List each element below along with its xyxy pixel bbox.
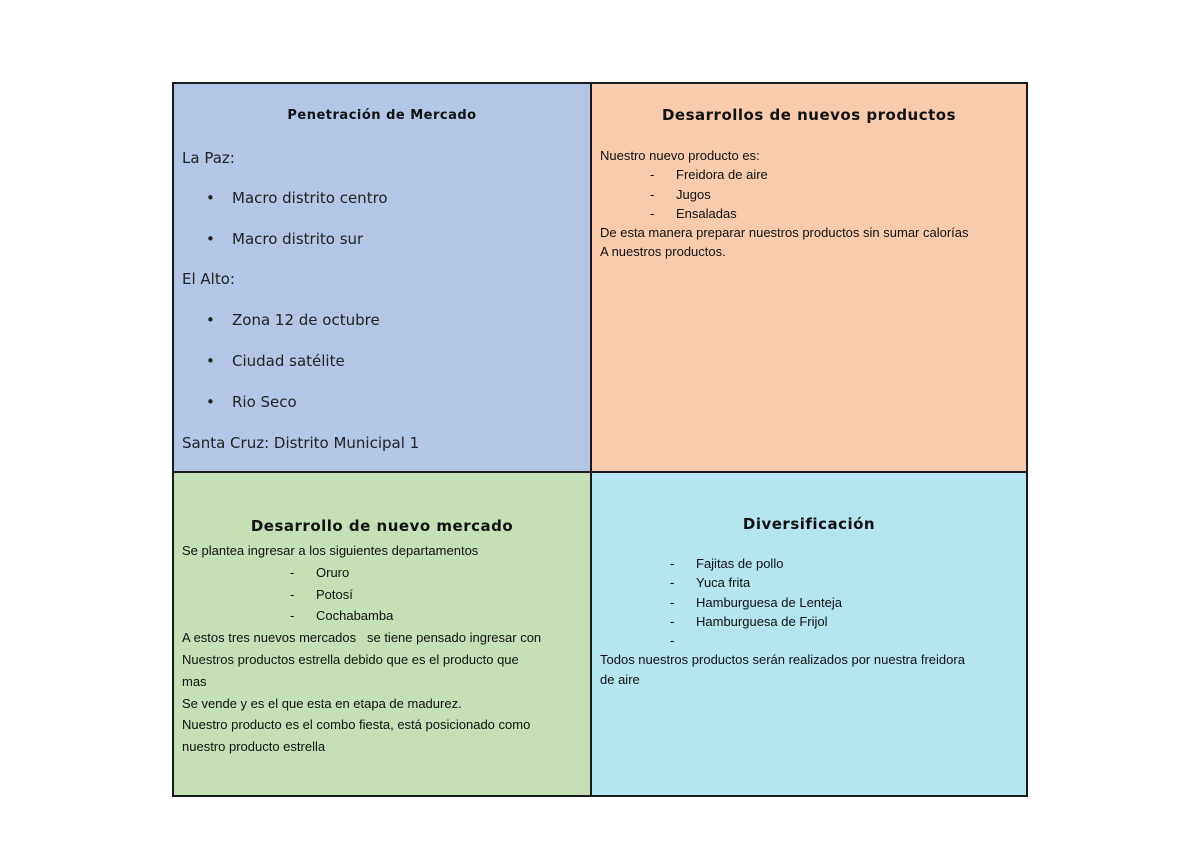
list-item-text: Cochabamba — [316, 608, 394, 624]
paragraph: nuestro producto estrella — [182, 739, 326, 755]
dash-icon: - — [670, 575, 675, 591]
list-item-text: Ciudad satélite — [232, 352, 345, 370]
quadrant-title: Penetración de Mercado — [287, 108, 477, 123]
list-item — [182, 584, 582, 606]
list-item — [600, 204, 969, 223]
dash-icon: - — [650, 167, 655, 183]
paragraph: Nuestros productos estrella debido que es el producto que — [182, 651, 519, 667]
quadrant-diversification — [592, 473, 1026, 795]
list-item-text: Oruro — [316, 564, 350, 580]
paragraph: De esta manera preparar nuestros productos sin sumar calorías — [600, 225, 969, 241]
dash-icon: - — [650, 186, 655, 202]
ansoff-matrix — [172, 82, 1028, 797]
list-item-text: Jugos — [676, 186, 711, 202]
paragraph: de aire — [600, 671, 640, 687]
list-item — [600, 593, 1016, 612]
list-item-text: Ensaladas — [676, 205, 737, 221]
dash-icon: - — [670, 556, 675, 571]
region-label-la-paz: La Paz: — [182, 149, 235, 167]
list-item — [206, 230, 363, 248]
list-item — [600, 554, 1016, 573]
region-label-el-alto: El Alto: — [182, 270, 235, 288]
paragraph: Se vende y es el que esta en etapa de madurez. — [182, 695, 462, 711]
list-item-text: Hamburguesa de Frijol — [696, 613, 828, 629]
bullet-icon: • — [206, 311, 215, 329]
bullet-icon: • — [206, 352, 215, 370]
list-item — [182, 562, 582, 584]
list-item-text: Macro distrito centro — [232, 189, 388, 207]
quadrant-body — [600, 554, 1016, 689]
quadrant-market-development — [174, 473, 592, 795]
paragraph: A nuestros productos. — [600, 244, 726, 260]
list-item — [206, 393, 297, 411]
list-item-text: Hamburguesa de Lenteja — [696, 594, 842, 610]
dash-icon: - — [290, 564, 295, 580]
dash-icon: - — [290, 586, 295, 602]
list-item-text: Yuca frita — [696, 575, 751, 591]
list-item-text: Rio Seco — [232, 393, 297, 411]
dash-icon: - — [670, 613, 675, 629]
paragraph: Se plantea ingresar a los siguientes departamentos — [182, 543, 479, 558]
list-item-text: Freidora de aire — [676, 167, 768, 183]
bullet-icon: • — [206, 393, 215, 411]
list-item — [600, 573, 1016, 592]
paragraph: A estos tres nuevos mercados se tiene pensado ingresar con — [182, 630, 542, 646]
list-item — [600, 165, 969, 184]
dash-icon: - — [650, 205, 655, 221]
list-item-text: Potosí — [316, 586, 353, 602]
paragraph: mas — [182, 673, 207, 689]
paragraph: Nuestro nuevo producto es: — [600, 148, 760, 163]
list-item — [600, 612, 1016, 631]
dash-icon: - — [670, 594, 675, 610]
quadrant-product-development — [592, 84, 1026, 473]
list-item — [206, 311, 380, 329]
list-item-text: Macro distrito sur — [232, 230, 364, 248]
list-item — [600, 185, 969, 204]
paragraph: Todos nuestros productos serán realizados por nuestra freidora — [600, 652, 965, 668]
bullet-icon: • — [206, 189, 215, 207]
quadrant-title: Desarrollos de nuevos productos — [661, 106, 957, 124]
region-label-santa-cruz: Santa Cruz: Distrito Municipal 1 — [182, 434, 420, 452]
list-item — [182, 605, 582, 627]
bullet-icon: • — [206, 230, 215, 248]
list-item — [206, 189, 388, 207]
dash-icon: - — [670, 633, 675, 649]
quadrant-title: Desarrollo de nuevo mercado — [250, 517, 514, 535]
list-item-text: Zona 12 de octubre — [232, 311, 380, 329]
list-item — [206, 352, 345, 370]
list-item — [600, 631, 1016, 650]
list-item-text: Fajitas de pollo — [696, 556, 784, 571]
paragraph: Nuestro producto es el combo fiesta, está posicionado como — [182, 717, 531, 733]
quadrant-title: Diversificación — [742, 515, 876, 533]
quadrant-body — [600, 146, 969, 262]
dash-icon: - — [290, 608, 295, 624]
quadrant-body — [182, 540, 582, 758]
quadrant-market-penetration — [174, 84, 592, 473]
